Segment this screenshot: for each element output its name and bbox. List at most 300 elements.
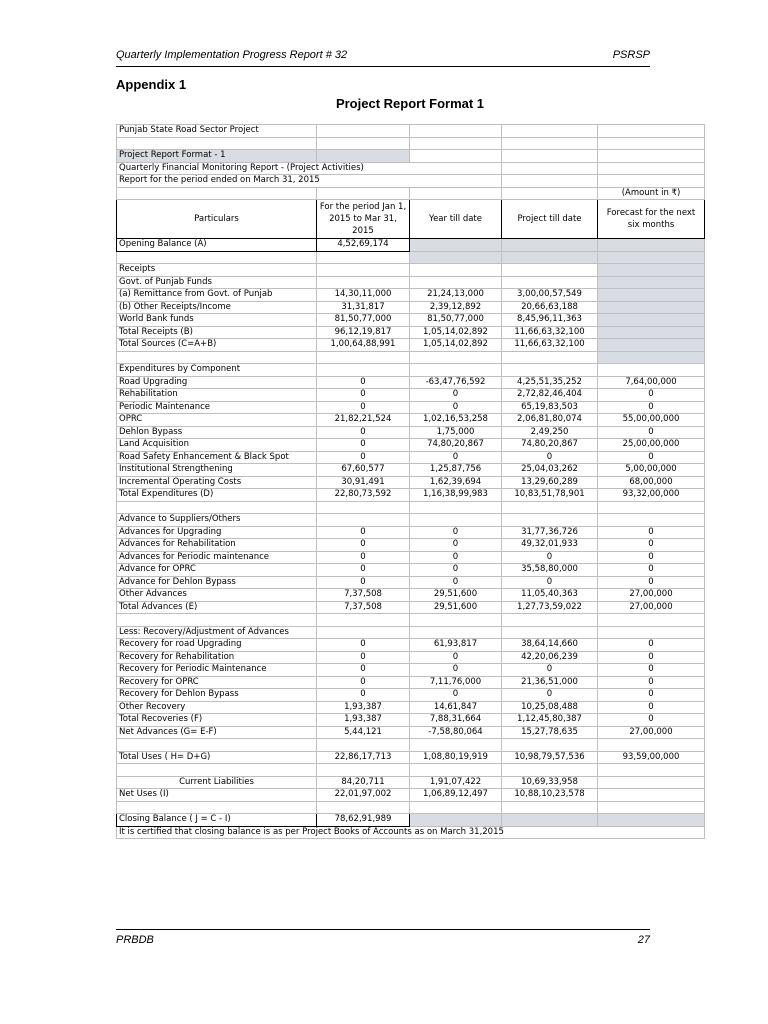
table-cell: 68,00,000 <box>598 476 705 489</box>
table-row <box>117 125 705 138</box>
section-label: Less: Recovery/Adjustment of Advances <box>117 626 317 639</box>
empty-cell <box>410 187 502 200</box>
table-row <box>117 426 705 439</box>
table-cell: Closing Balance ( J = C - I) <box>117 814 317 827</box>
empty-cell <box>317 801 410 814</box>
empty-cell <box>410 364 502 377</box>
table-cell: Incremental Operating Costs <box>117 476 317 489</box>
empty-cell <box>117 251 317 264</box>
empty-cell <box>502 764 598 777</box>
table-cell: 7,37,508 <box>317 601 410 614</box>
table-cell: 0 <box>598 401 705 414</box>
table-row <box>117 739 705 752</box>
table-row <box>117 451 705 464</box>
table-cell: 1,02,16,53,258 <box>410 414 502 427</box>
table-cell: Total Recoveries (F) <box>117 714 317 727</box>
table-cell: 21,36,51,000 <box>502 676 598 689</box>
empty-cell <box>410 764 502 777</box>
table-cell: 10,83,51,78,901 <box>502 489 598 502</box>
table-cell: 35,58,80,000 <box>502 564 598 577</box>
table-cell: 10,98,79,57,536 <box>502 751 598 764</box>
empty-cell <box>410 239 502 252</box>
table-cell: 84,20,711 <box>317 776 410 789</box>
table-cell: 15,27,78,635 <box>502 726 598 739</box>
table-cell: 25,00,00,000 <box>598 439 705 452</box>
empty-cell <box>598 301 705 314</box>
table-cell: 0 <box>598 714 705 727</box>
table-row <box>117 276 705 289</box>
column-header-row <box>117 200 705 239</box>
empty-cell <box>598 150 705 163</box>
table-cell: Recovery for road Upgrading <box>117 639 317 652</box>
table-row <box>117 676 705 689</box>
table-cell: 2,06,81,80,074 <box>502 414 598 427</box>
table-cell: 0 <box>598 539 705 552</box>
empty-cell <box>502 626 598 639</box>
table-cell: 0 <box>410 689 502 702</box>
table-cell: Rehabilitation <box>117 389 317 402</box>
table-cell: 5,00,00,000 <box>598 464 705 477</box>
empty-cell <box>317 501 410 514</box>
table-row <box>117 726 705 739</box>
empty-cell <box>317 364 410 377</box>
table-cell: 14,30,11,000 <box>317 289 410 302</box>
page-header <box>116 48 650 67</box>
empty-cell <box>598 162 705 175</box>
table-cell: 0 <box>410 576 502 589</box>
empty-cell <box>502 264 598 277</box>
table-cell: 42,20,06,239 <box>502 651 598 664</box>
table-row <box>117 364 705 377</box>
table-cell: 93,59,00,000 <box>598 751 705 764</box>
table-cell: 27,00,000 <box>598 726 705 739</box>
table-cell: 10,88,10,23,578 <box>502 789 598 802</box>
certification-note: It is certified that closing balance is as per Project Books of Accounts as on March 31,2015 <box>117 826 705 839</box>
empty-cell <box>598 614 705 627</box>
table-cell: 0 <box>317 539 410 552</box>
empty-cell <box>317 264 410 277</box>
section-label: Advance to Suppliers/Others <box>117 514 317 527</box>
empty-cell <box>410 814 502 827</box>
table-row <box>117 751 705 764</box>
empty-cell <box>117 764 317 777</box>
table-cell: 7,64,00,000 <box>598 376 705 389</box>
table-cell: 0 <box>598 689 705 702</box>
empty-cell <box>410 614 502 627</box>
table-cell: 49,32,01,933 <box>502 539 598 552</box>
table-cell: 0 <box>410 539 502 552</box>
empty-cell <box>317 764 410 777</box>
table-row <box>117 339 705 352</box>
table-cell: 0 <box>317 401 410 414</box>
table-cell: 22,01,97,002 <box>317 789 410 802</box>
table-row <box>117 826 705 839</box>
empty-cell <box>317 614 410 627</box>
empty-cell <box>598 776 705 789</box>
table-cell: 0 <box>410 526 502 539</box>
table-cell: 22,86,17,713 <box>317 751 410 764</box>
table-cell: 1,05,14,02,892 <box>410 339 502 352</box>
empty-cell <box>502 351 598 364</box>
table-row <box>117 489 705 502</box>
empty-cell <box>502 251 598 264</box>
table-row <box>117 389 705 402</box>
table-cell: 0 <box>410 551 502 564</box>
table-cell: 0 <box>410 401 502 414</box>
table-cell: 0 <box>317 564 410 577</box>
table-row <box>117 614 705 627</box>
table-row <box>117 514 705 527</box>
table-cell: (b) Other Receipts/Income <box>117 301 317 314</box>
table-cell: 1,93,387 <box>317 714 410 727</box>
table-cell: 0 <box>410 389 502 402</box>
empty-cell <box>317 125 410 138</box>
table-row <box>117 251 705 264</box>
table-cell: Advance for Dehlon Bypass <box>117 576 317 589</box>
table-cell: 0 <box>598 701 705 714</box>
table-row <box>117 414 705 427</box>
table-cell: 0 <box>317 376 410 389</box>
table-cell: Institutional Strengthening <box>117 464 317 477</box>
table-row <box>117 439 705 452</box>
table-cell: 2,39,12,892 <box>410 301 502 314</box>
empty-cell <box>317 150 410 163</box>
empty-cell <box>410 251 502 264</box>
table-cell: 1,93,387 <box>317 701 410 714</box>
empty-cell <box>317 626 410 639</box>
empty-cell <box>410 276 502 289</box>
table-cell: 0 <box>317 576 410 589</box>
table-cell: 67,60,577 <box>317 464 410 477</box>
table-cell: 0 <box>598 426 705 439</box>
period-label: Report for the period ended on March 31, 2015 <box>117 175 502 188</box>
empty-cell <box>598 125 705 138</box>
empty-cell <box>502 137 598 150</box>
empty-cell <box>410 514 502 527</box>
table-cell: 13,29,60,289 <box>502 476 598 489</box>
table-cell: 11,66,63,32,100 <box>502 339 598 352</box>
table-cell: 0 <box>317 689 410 702</box>
table-cell: 0 <box>598 564 705 577</box>
footer-org: PRBDB <box>116 934 154 946</box>
empty-cell <box>410 801 502 814</box>
table-cell: 5,44,121 <box>317 726 410 739</box>
col-header-ytd: Year till date <box>410 200 502 239</box>
table-cell: 0 <box>598 639 705 652</box>
project-code-header: PSRSP <box>612 49 650 61</box>
empty-cell <box>502 364 598 377</box>
monitoring-label: Quarterly Financial Monitoring Report - (Project Activities) <box>117 162 502 175</box>
empty-cell <box>502 814 598 827</box>
table-row <box>117 476 705 489</box>
empty-cell <box>598 326 705 339</box>
empty-cell <box>410 501 502 514</box>
page-number: 27 <box>637 934 650 946</box>
table-cell: 0 <box>502 551 598 564</box>
table-cell: 7,88,31,664 <box>410 714 502 727</box>
empty-cell <box>598 264 705 277</box>
table-cell: Advances for Periodic maintenance <box>117 551 317 564</box>
empty-cell <box>502 501 598 514</box>
empty-cell <box>502 150 598 163</box>
table-cell: 0 <box>598 576 705 589</box>
table-cell: 0 <box>598 664 705 677</box>
table-cell: World Bank funds <box>117 314 317 327</box>
table-cell: 3,00,00,57,549 <box>502 289 598 302</box>
table-row <box>117 564 705 577</box>
table-cell: Road Safety Enhancement & Black Spot <box>117 451 317 464</box>
table-row <box>117 526 705 539</box>
table-cell: OPRC <box>117 414 317 427</box>
empty-cell <box>410 137 502 150</box>
table-cell: 1,12,45,80,387 <box>502 714 598 727</box>
empty-cell <box>598 514 705 527</box>
table-cell: 14,61,847 <box>410 701 502 714</box>
table-row <box>117 639 705 652</box>
empty-cell <box>410 739 502 752</box>
table-cell: 1,08,80,19,919 <box>410 751 502 764</box>
table-cell: 20,66,63,188 <box>502 301 598 314</box>
table-cell: 1,62,39,694 <box>410 476 502 489</box>
table-cell: 0 <box>502 689 598 702</box>
table-row <box>117 264 705 277</box>
table-row <box>117 501 705 514</box>
table-cell: 10,69,33,958 <box>502 776 598 789</box>
table-cell: 1,06,89,12,497 <box>410 789 502 802</box>
table-cell: Net Advances (G= E-F) <box>117 726 317 739</box>
table-cell: 0 <box>502 451 598 464</box>
empty-cell <box>598 276 705 289</box>
table-row <box>117 789 705 802</box>
table-cell: 0 <box>317 651 410 664</box>
empty-cell <box>598 339 705 352</box>
table-cell: 31,31,817 <box>317 301 410 314</box>
format-label: Project Report Format - 1 <box>117 150 317 163</box>
table-cell: 0 <box>598 651 705 664</box>
empty-cell <box>410 150 502 163</box>
table-cell: 0 <box>317 676 410 689</box>
empty-cell <box>317 251 410 264</box>
empty-cell <box>410 351 502 364</box>
empty-cell <box>598 175 705 188</box>
section-label: Expenditures by Component <box>117 364 317 377</box>
table-cell: 0 <box>598 389 705 402</box>
col-header-ptd: Project till date <box>502 200 598 239</box>
table-cell: 1,05,14,02,892 <box>410 326 502 339</box>
table-cell: Recovery for OPRC <box>117 676 317 689</box>
table-cell: 81,50,77,000 <box>410 314 502 327</box>
table-row <box>117 301 705 314</box>
table-row <box>117 551 705 564</box>
table-row <box>117 314 705 327</box>
table-cell: Other Advances <box>117 589 317 602</box>
table-cell: 0 <box>410 564 502 577</box>
table-cell: 0 <box>410 651 502 664</box>
empty-cell <box>410 626 502 639</box>
table-row <box>117 326 705 339</box>
table-cell: 0 <box>598 676 705 689</box>
table-cell: 0 <box>598 526 705 539</box>
table-cell: Total Uses ( H= D+G) <box>117 751 317 764</box>
col-header-particulars: Particulars <box>117 200 317 239</box>
table-cell: 25,04,03,262 <box>502 464 598 477</box>
table-row <box>117 714 705 727</box>
table-cell: 7,37,508 <box>317 589 410 602</box>
table-cell: (a) Remittance from Govt. of Punjab <box>117 289 317 302</box>
table-cell: 21,24,13,000 <box>410 289 502 302</box>
empty-cell <box>502 239 598 252</box>
table-cell: Recovery for Dehlon Bypass <box>117 689 317 702</box>
document-title: Project Report Format 1 <box>335 96 485 111</box>
empty-cell <box>598 289 705 302</box>
table-cell: 74,80,20,867 <box>410 439 502 452</box>
table-cell: 29,51,600 <box>410 589 502 602</box>
empty-cell <box>502 276 598 289</box>
table-cell: Govt. of Punjab Funds <box>117 276 317 289</box>
table-cell: 0 <box>317 664 410 677</box>
table-cell: Total Sources (C=A+B) <box>117 339 317 352</box>
empty-cell <box>598 801 705 814</box>
table-cell: Advance for OPRC <box>117 564 317 577</box>
table-row <box>117 401 705 414</box>
table-cell: 1,16,38,99,983 <box>410 489 502 502</box>
table-cell: 78,62,91,989 <box>317 814 410 827</box>
table-cell: 1,00,64,88,991 <box>317 339 410 352</box>
table-row <box>117 576 705 589</box>
empty-cell <box>598 789 705 802</box>
table-cell: 1,75,000 <box>410 426 502 439</box>
section-label: Receipts <box>117 264 317 277</box>
empty-cell <box>502 125 598 138</box>
table-cell: 38,64,14,660 <box>502 639 598 652</box>
table-row <box>117 162 705 175</box>
empty-cell <box>598 251 705 264</box>
empty-cell <box>502 162 598 175</box>
table-cell: 0 <box>317 526 410 539</box>
empty-cell <box>317 514 410 527</box>
empty-cell <box>502 739 598 752</box>
table-cell: Dehlon Bypass <box>117 426 317 439</box>
table-cell: Advances for Rehabilitation <box>117 539 317 552</box>
table-cell: 22,80,73,592 <box>317 489 410 502</box>
table-cell: 4,25,51,35,252 <box>502 376 598 389</box>
table-cell: 8,45,96,11,363 <box>502 314 598 327</box>
table-cell: 65,19,83,503 <box>502 401 598 414</box>
table-cell: Periodic Maintenance <box>117 401 317 414</box>
table-cell: 1,91,07,422 <box>410 776 502 789</box>
table-cell: Other Recovery <box>117 701 317 714</box>
table-cell: 61,93,817 <box>410 639 502 652</box>
table-cell: Recovery for Periodic Maintenance <box>117 664 317 677</box>
empty-cell <box>117 187 317 200</box>
table-cell: 0 <box>410 664 502 677</box>
table-row <box>117 376 705 389</box>
table-row <box>117 289 705 302</box>
table-cell: 0 <box>317 551 410 564</box>
table-cell: Total Receipts (B) <box>117 326 317 339</box>
table-cell: 0 <box>317 439 410 452</box>
empty-cell <box>317 739 410 752</box>
table-row <box>117 701 705 714</box>
table-cell: -63,47,76,592 <box>410 376 502 389</box>
table-row <box>117 175 705 188</box>
table-cell: Total Expenditures (D) <box>117 489 317 502</box>
empty-cell <box>598 239 705 252</box>
table-row <box>117 239 705 252</box>
project-report-table <box>116 124 705 839</box>
table-row <box>117 651 705 664</box>
page-footer <box>116 929 650 948</box>
table-cell: 21,82,21,524 <box>317 414 410 427</box>
table-row <box>117 187 705 200</box>
empty-cell <box>502 614 598 627</box>
empty-cell <box>117 801 317 814</box>
empty-cell <box>410 125 502 138</box>
amount-unit-note: (Amount in ₹) <box>598 187 705 200</box>
table-cell: 0 <box>502 664 598 677</box>
table-cell: 4,52,69,174 <box>317 239 410 252</box>
table-cell: 0 <box>317 451 410 464</box>
table-row <box>117 626 705 639</box>
empty-cell <box>502 514 598 527</box>
empty-cell <box>598 501 705 514</box>
table-row <box>117 814 705 827</box>
table-cell: 11,05,40,363 <box>502 589 598 602</box>
empty-cell <box>598 351 705 364</box>
empty-cell <box>410 264 502 277</box>
table-row <box>117 601 705 614</box>
empty-cell <box>598 364 705 377</box>
table-cell: 1,27,73,59,022 <box>502 601 598 614</box>
empty-cell <box>502 175 598 188</box>
table-cell: 81,50,77,000 <box>317 314 410 327</box>
table-cell: 31,77,36,726 <box>502 526 598 539</box>
table-cell: 11,66,63,32,100 <box>502 326 598 339</box>
table-cell: Current Liabilities <box>117 776 317 789</box>
table-cell: 2,49,250 <box>502 426 598 439</box>
empty-cell <box>598 814 705 827</box>
table-cell: 7,11,76,000 <box>410 676 502 689</box>
empty-cell <box>598 764 705 777</box>
table-row <box>117 351 705 364</box>
table-cell: 29,51,600 <box>410 601 502 614</box>
table-cell: Advances for Upgrading <box>117 526 317 539</box>
table-cell: 27,00,000 <box>598 601 705 614</box>
col-header-forecast: Forecast for the next six months <box>598 200 705 239</box>
table-cell: 55,00,00,000 <box>598 414 705 427</box>
table-row <box>117 689 705 702</box>
project-name: Punjab State Road Sector Project <box>117 125 317 138</box>
table-row <box>117 664 705 677</box>
table-row <box>117 137 705 150</box>
table-cell: 2,72,82,46,404 <box>502 389 598 402</box>
table-cell: Total Advances (E) <box>117 601 317 614</box>
empty-cell <box>598 137 705 150</box>
empty-cell <box>317 187 410 200</box>
table-row <box>117 764 705 777</box>
report-title-header: Quarterly Implementation Progress Report # 32 <box>116 49 348 61</box>
table-cell: 0 <box>410 451 502 464</box>
table-cell: 0 <box>317 426 410 439</box>
table-row <box>117 539 705 552</box>
table-row <box>117 801 705 814</box>
empty-cell <box>117 351 317 364</box>
table-cell: 74,80,20,867 <box>502 439 598 452</box>
table-cell: Road Upgrading <box>117 376 317 389</box>
table-row <box>117 464 705 477</box>
table-cell: Net Uses (I) <box>117 789 317 802</box>
table-cell: Opening Balance (A) <box>117 239 317 252</box>
